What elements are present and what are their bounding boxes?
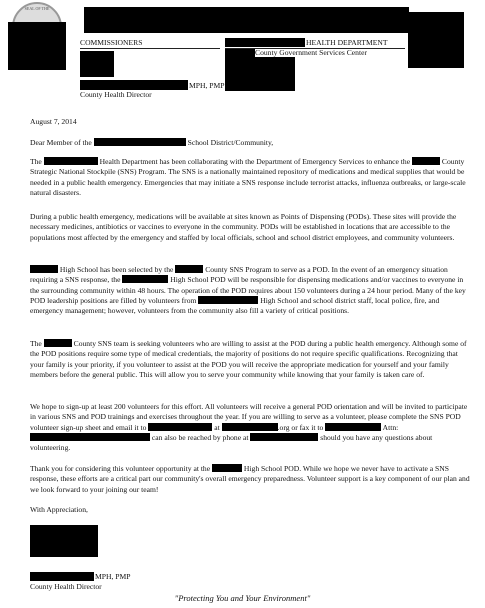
p5-text-b: at (214, 422, 220, 432)
redacted-commissioner-names (80, 51, 114, 77)
redacted-county (44, 157, 98, 165)
redacted-logo-right (408, 12, 464, 68)
letter-date: August 7, 2014 (30, 117, 77, 126)
p6-text-b: High School POD. While we hope we never have to activate a SNS response, these efforts are a critical part our community's overall emergency preparedness. Volunteer support is a key component of our plan and we look forward to your joining our team! (30, 464, 470, 494)
p1-text-a: The (30, 157, 42, 166)
paragraph-thank-you (30, 464, 470, 495)
p1-text-b: Health Department has been collaborating with the Department of Emergency Services to enhance the (99, 157, 411, 166)
redacted-director-name (30, 572, 94, 581)
letterhead-rule-left (80, 48, 220, 49)
paragraph-volunteers-sought (30, 339, 470, 380)
paragraph-school-selected (30, 265, 470, 316)
signature-title: County Health Director (30, 582, 102, 591)
redacted-school (212, 464, 242, 472)
p4-text-a: The (30, 339, 42, 348)
redacted-county-name-header (84, 7, 409, 33)
redacted-county (412, 157, 440, 165)
header-director-title: County Health Director (80, 90, 152, 99)
redacted-signature (30, 525, 98, 557)
p5-text-a: We hope to sign-up at least 200 volunteers for this effort. All volunteers will receive a general POD orientation and will be invited to participate in various SNS and POD trainings and exercises throughout the year. If you are willing to serve as a volunteer, please complete the SNS POD volunteer sign-up sheet and email it to (30, 402, 468, 432)
redacted-domain (222, 423, 278, 431)
p3-text-b: County SNS Program to serve as a POD. In the event of an emergency situation requiring a SNS response, the (30, 265, 448, 285)
p5-text-c: .org or fax it to (277, 422, 324, 432)
redacted-director-name-header (80, 80, 188, 90)
header-director-credentials: MPH, PMP (189, 81, 225, 90)
p5-text-d: Attn: (382, 422, 399, 432)
paragraph-signup (30, 402, 470, 453)
salutation-suffix: School District/Community, (187, 138, 274, 147)
commissioners-label: COMMISSIONERS (80, 38, 143, 47)
footer-motto: "Protecting You and Your Environment" (174, 593, 311, 603)
redacted-address (225, 57, 295, 91)
redacted-fax (325, 423, 381, 431)
p4-text-b: County SNS team is seeking volunteers who are willing to assist at the POD during a public health emergency. Although some of the POD positions require some type of medical credentials, the majority of positions do not require specific qualifications. Recognizing that your family is your priority, if you volunteer to assist at the POD you will receive the appropriate medication for yourself and your family members before the general public. This will allow you to serve your community while knowing that your family is taken care of. (30, 339, 467, 379)
redacted-phone (250, 433, 318, 441)
p5-text-f: should you have any questions about volunteering. (30, 432, 433, 453)
redacted-email (148, 423, 212, 431)
salutation (30, 138, 273, 148)
redacted-county-small (225, 49, 255, 57)
redacted-county (44, 339, 72, 347)
redacted-school-name (94, 138, 186, 146)
closing: With Appreciation, (30, 505, 88, 514)
p3-text-c: High School POD will be responsible for dispensing medications and/or vaccines to everyone in the surrounding community within 48 hours. The operation of the POD requires about 150 volunteers during a 24 hour period. Many of the key POD leadership positions are filled by volunteers from (30, 275, 466, 305)
redacted-department-name (225, 38, 305, 47)
redacted-county (175, 265, 203, 273)
government-center-label: County Government Services Center (255, 48, 367, 57)
paragraph-pods: During a public health emergency, medications will be available at sites known as Points of Dispensing (PODs). These sites will provide the necessary medicines, antibiotics or vaccines to everyone in the community. PODs will be established in locations that are accessible to the populations most affected by the emergency and staffed by local officials, school and school district employees, and community volunteers. (30, 212, 457, 242)
p3-text-a: High School has been selected by the (59, 265, 174, 274)
p3-text-d: High School and school district staff, local police, fire, and emergency management; however, volunteers from the community also fill a variety of critical positions. (30, 295, 440, 316)
redacted-logo (8, 22, 66, 70)
redacted-school (30, 265, 58, 273)
health-department-label: HEALTH DEPARTMENT (306, 38, 388, 47)
redacted-school (122, 275, 168, 283)
seal-text: SEAL OF THE (24, 6, 50, 11)
p1-text-c: County Strategic National Stockpile (SNS) Program. The SNS is a nationally maintained repository of medications and medical supplies that would be needed in a public health emergency. Emergencies that may initiate a SNS response include terrorist attacks, influenza outbreaks, or large-scale natural disasters. (30, 157, 466, 197)
redacted-contact (30, 433, 150, 441)
redacted-school (198, 296, 258, 304)
signature-credentials: MPH, PMP (95, 572, 131, 581)
salutation-prefix: Dear Member of the (30, 138, 92, 147)
paragraph-collaboration (30, 157, 470, 198)
p6-text-a: Thank you for considering this volunteer opportunity at the (30, 464, 211, 473)
p5-text-e: can also be reached by phone at (151, 432, 249, 442)
